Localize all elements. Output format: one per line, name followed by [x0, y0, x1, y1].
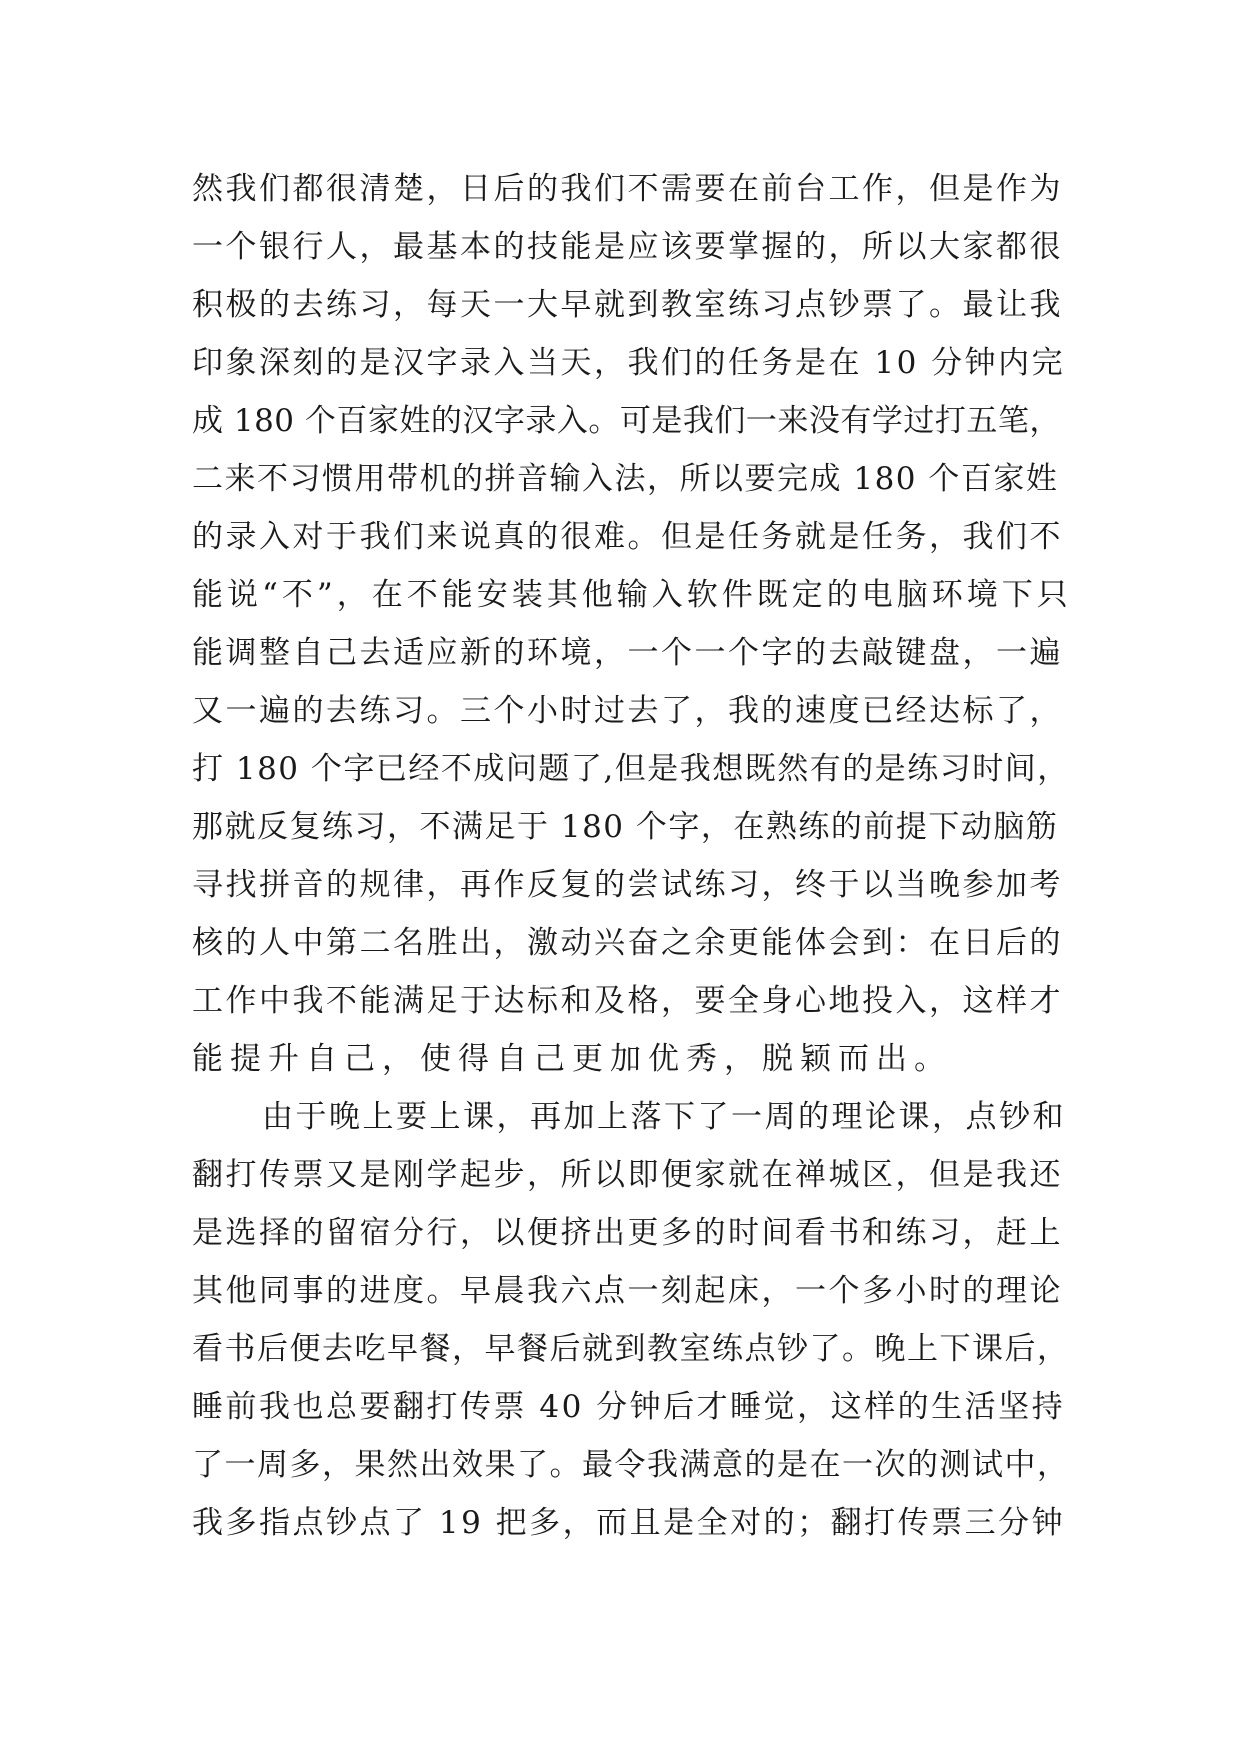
text-line: 一个银行人，最基本的技能是应该要掌握的，所以大家都很 [192, 229, 1063, 265]
text-line: 其他同事的进度。早晨我六点一刻起床，一个多小时的理论 [192, 1273, 1063, 1309]
paragraph-1 [192, 160, 1072, 1088]
text-line: 翻打传票又是刚学起步，所以即便家就在禅城区，但是我还 [192, 1157, 1063, 1193]
text-line: 积极的去练习，每天一大早就到教室练习点钞票了。最让我 [192, 287, 1063, 323]
text-line: 能调整自己去适应新的环境，一个一个字的去敲键盘，一遍 [192, 635, 1063, 671]
text-line: 成 180 个百家姓的汉字录入。可是我们一来没有学过打五笔， [192, 403, 1061, 439]
text-line: 能说“不”，在不能安装其他输入软件既定的电脑环境下只 [192, 577, 1072, 613]
text-line: 我多指点钞点了 19 把多，而且是全对的；翻打传票三分钟 [192, 1505, 1066, 1541]
text-line: 二来不习惯用带机的拼音输入法，所以要完成 180 个百家姓 [192, 461, 1059, 497]
text-line: 核的人中第二名胜出，激动兴奋之余更能体会到：在日后的 [192, 925, 1063, 961]
text-line: 能提升自己，使得自己更加优秀，脱颖而出。 [192, 1041, 952, 1077]
text-line: 印象深刻的是汉字录入当天，我们的任务是在 10 分钟内完 [192, 345, 1066, 381]
text-line: 的录入对于我们来说真的很难。但是任务就是任务，我们不 [192, 519, 1063, 555]
text-line: 那就反复练习，不满足于 180 个字，在熟练的前提下动脑筋 [192, 809, 1059, 845]
text-line: 看书后便去吃早餐，早餐后就到教室练点钞了。晚上下课后， [192, 1331, 1070, 1367]
text-line: 工作中我不能满足于达标和及格，要全身心地投入，这样才 [192, 983, 1063, 1019]
text-line: 寻找拼音的规律，再作反复的尝试练习，终于以当晚参加考 [192, 867, 1063, 903]
text-line: 由于晚上要上课，再加上落下了一周的理论课，点钞和 [262, 1099, 1066, 1135]
text-line: 睡前我也总要翻打传票 40 分钟后才睡觉，这样的生活坚持 [192, 1389, 1066, 1425]
body-text [192, 160, 1072, 1552]
text-line: 然我们都很清楚，日后的我们不需要在前台工作，但是作为 [192, 171, 1063, 207]
paragraph-2 [192, 1088, 1072, 1552]
text-line: 是选择的留宿分行，以便挤出更多的时间看书和练习，赶上 [192, 1215, 1063, 1251]
text-line: 又一遍的去练习。三个小时过去了，我的速度已经达标了， [192, 693, 1063, 729]
text-line: 打 180 个字已经不成问题了,但是我想既然有的是练习时间， [192, 751, 1070, 787]
text-line: 了一周多，果然出效果了。最令我满意的是在一次的测试中， [192, 1447, 1070, 1483]
